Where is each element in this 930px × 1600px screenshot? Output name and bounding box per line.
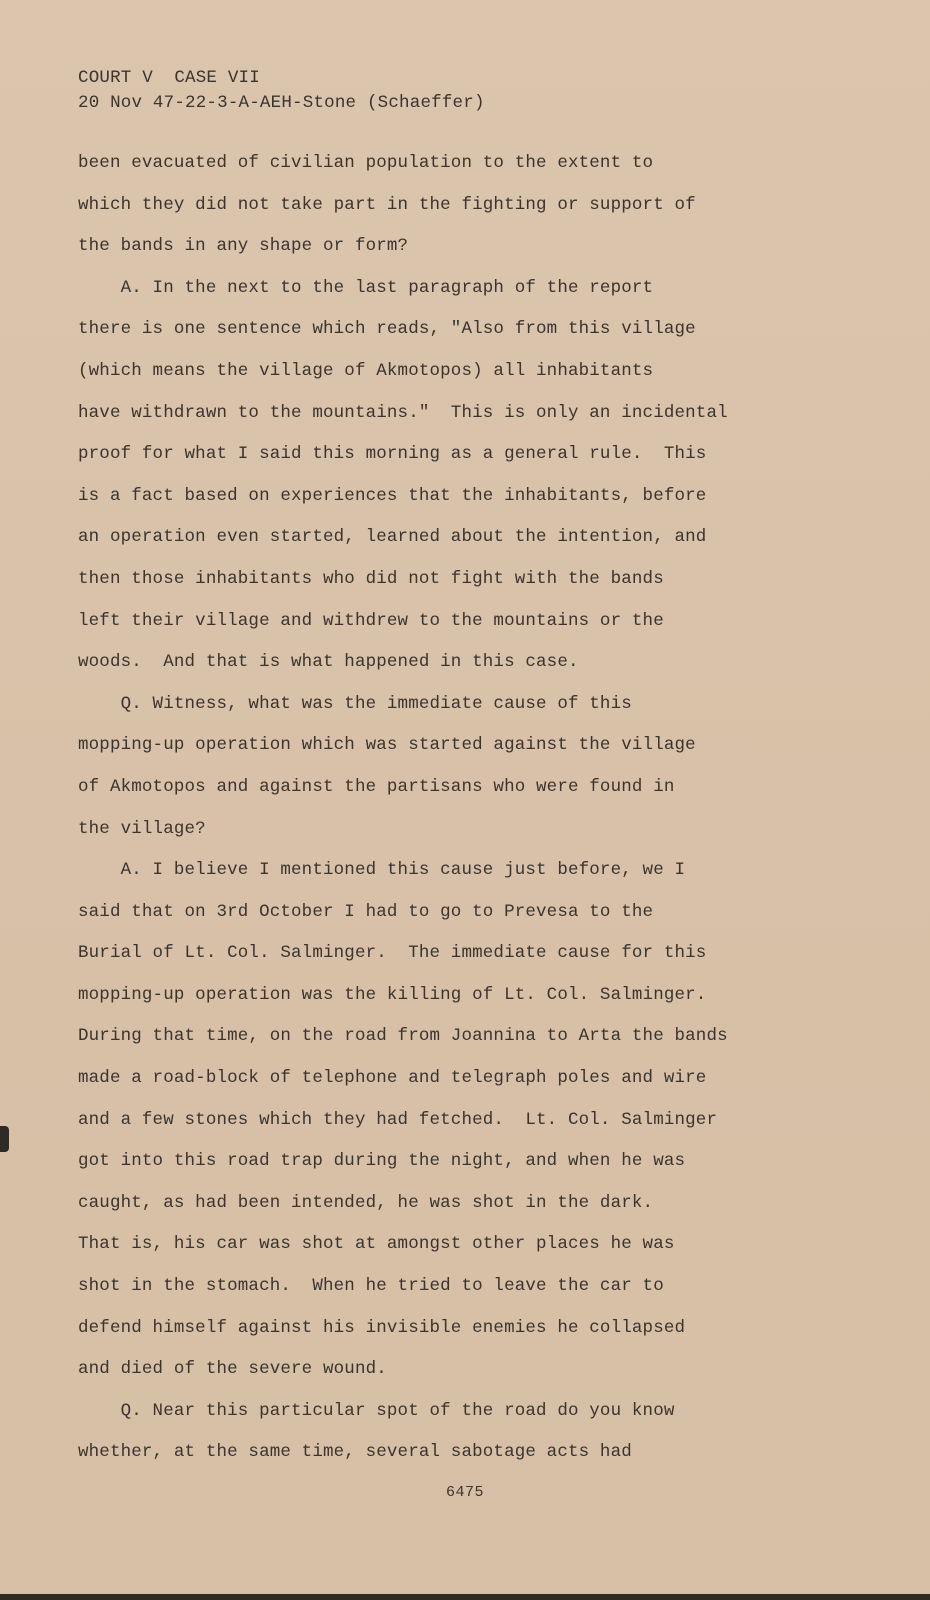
court-case-label: COURT V CASE VII [78,68,260,88]
transcript-line: mopping-up operation was the killing of Lt. Col. Salminger. [78,984,707,1005]
transcript-line: That is, his car was shot at amongst other places he was [78,1234,675,1255]
transcript-line: Burial of Lt. Col. Salminger. The immediate cause for this [78,943,707,964]
transcript-line: During that time, on the road from Joannina to Arta the bands [78,1026,728,1047]
transcript-line: Q. Near this particular spot of the road do you know [78,1400,675,1421]
transcript-line: is a fact based on experiences that the inhabitants, before [78,485,707,506]
transcript-line: which they did not take part in the fighting or support of [78,194,696,215]
transcript-line: proof for what I said this morning as a general rule. This [78,444,707,465]
page-bottom-edge [0,1594,930,1600]
transcript-line: Q. Witness, what was the immediate cause of this [78,693,632,714]
transcript-body [78,149,878,1480]
transcript-line: then those inhabitants who did not fight with the bands [78,568,664,589]
transcript-line: left their village and withdrew to the mountains or the [78,610,664,631]
transcript-line: of Akmotopos and against the partisans who were found in [78,776,675,797]
transcript-line: and died of the severe wound. [78,1359,387,1380]
page-edge-notch [0,1126,9,1152]
transcript-line: A. In the next to the last paragraph of the report [78,277,654,298]
transcript-line: A. I believe I mentioned this cause just before, we I [78,860,686,881]
transcript-line: caught, as had been intended, he was shot in the dark. [78,1192,654,1213]
transcript-line: the village? [78,818,206,839]
transcript-line: there is one sentence which reads, "Also from this village [78,319,696,340]
transcript-line: said that on 3rd October I had to go to Prevesa to the [78,901,654,922]
transcript-line: have withdrawn to the mountains." This is only an incidental [78,402,728,423]
transcript-line: woods. And that is what happened in this case. [78,652,579,673]
transcript-line: (which means the village of Akmotopos) all inhabitants [78,360,654,381]
transcript-line: defend himself against his invisible enemies he collapsed [78,1317,686,1338]
document-header [78,66,485,116]
transcript-line: whether, at the same time, several sabotage acts had [78,1442,632,1463]
transcript-line: an operation even started, learned about the intention, and [78,527,707,548]
transcript-line: shot in the stomach. When he tried to leave the car to [78,1276,664,1297]
transcript-line: and a few stones which they had fetched. Lt. Col. Salminger [78,1109,718,1130]
transcript-line: been evacuated of civilian population to the extent to [78,153,654,173]
transcript-line: the bands in any shape or form? [78,236,409,257]
transcript-line: mopping-up operation which was started against the village [78,735,696,756]
page-number: 6475 [445,1484,484,1501]
transcript-line: made a road-block of telephone and telegraph poles and wire [78,1068,707,1089]
session-label: 20 Nov 47-22-3-A-AEH-Stone (Schaeffer) [78,93,485,113]
transcript-line: got into this road trap during the night, and when he was [78,1151,686,1172]
